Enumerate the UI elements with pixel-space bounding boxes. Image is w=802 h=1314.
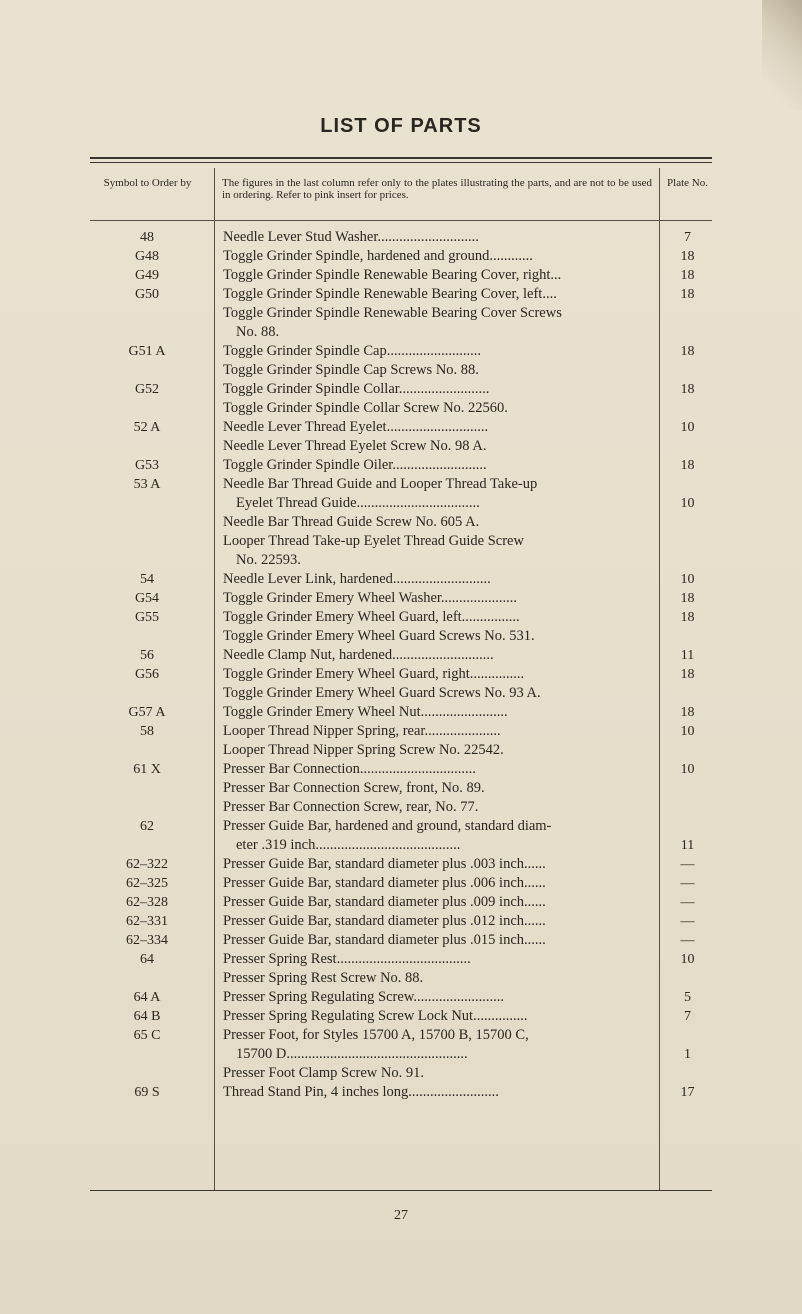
part-description: Presser Guide Bar, standard diameter plus .006 inch......	[223, 875, 546, 891]
part-symbol: 62–331	[126, 914, 168, 929]
part-description: Toggle Grinder Spindle Renewable Bearing Cover, left....	[223, 286, 557, 302]
part-symbol: 54	[140, 572, 154, 587]
part-symbol: 56	[140, 648, 154, 663]
plate-number: 18	[680, 287, 695, 302]
part-symbol: G51 A	[128, 344, 166, 359]
part-description: Toggle Grinder Spindle Renewable Bearing Cover Screws	[223, 305, 562, 321]
part-symbol: 52 A	[133, 420, 161, 435]
part-symbol: 61 X	[133, 762, 161, 777]
part-description: Toggle Grinder Spindle Cap Screws No. 88.	[223, 362, 479, 378]
plate-number: 1	[684, 1047, 691, 1062]
part-description: Presser Guide Bar, standard diameter plus .015 inch......	[223, 932, 546, 948]
part-description-continued: No. 88.	[236, 324, 280, 340]
part-description: Needle Clamp Nut, hardened............................	[223, 647, 494, 663]
plate-number: —	[680, 876, 695, 891]
part-description: Presser Foot, for Styles 15700 A, 15700 B, 15700 C,	[223, 1027, 529, 1043]
page-title: LIST OF PARTS	[320, 115, 482, 137]
plate-number: 5	[684, 990, 691, 1005]
plate-number: —	[680, 857, 695, 872]
plate-column-header: Plate No.	[667, 177, 708, 189]
plate-number: —	[680, 933, 695, 948]
part-description: Needle Bar Thread Guide and Looper Thread Take-up	[223, 476, 538, 492]
plate-number: 18	[680, 610, 695, 625]
part-description: Looper Thread Take-up Eyelet Thread Guide Screw	[223, 533, 524, 549]
part-symbol: G57 A	[128, 705, 166, 720]
part-symbol: 62	[140, 819, 154, 834]
part-description: Toggle Grinder Spindle Cap..........................	[223, 343, 481, 359]
part-description: Toggle Grinder Emery Wheel Guard, right...............	[223, 666, 525, 682]
part-description: Presser Guide Bar, standard diameter plus .003 inch......	[223, 856, 546, 872]
header-rule-thick	[90, 157, 712, 159]
plate-number: 18	[680, 249, 695, 264]
part-description: Presser Spring Rest Screw No. 88.	[223, 970, 424, 986]
part-symbol: G52	[134, 382, 160, 397]
part-symbol: 62–334	[126, 933, 168, 948]
part-symbol: 65 C	[133, 1028, 161, 1043]
plate-number: 18	[680, 382, 695, 397]
part-description: Needle Lever Link, hardened...........................	[223, 571, 491, 587]
plate-number: —	[680, 895, 695, 910]
part-description: Toggle Grinder Emery Wheel Guard Screws No. 93 A.	[223, 685, 541, 701]
part-symbol: 64 B	[133, 1009, 161, 1024]
part-symbol: 62–322	[126, 857, 168, 872]
part-description: Needle Bar Thread Guide Screw No. 605 A.	[223, 514, 480, 530]
part-symbol: 62–328	[126, 895, 168, 910]
part-description: Presser Spring Rest.....................................	[223, 951, 471, 967]
part-description: Presser Spring Regulating Screw.........................	[223, 989, 504, 1005]
part-description: Presser Bar Connection Screw, rear, No. 77.	[223, 799, 479, 815]
plate-number: 10	[680, 496, 695, 511]
plate-number: 18	[680, 458, 695, 473]
part-description: Toggle Grinder Spindle, hardened and ground............	[223, 248, 533, 264]
part-description-continued: eter .319 inch........................................	[236, 837, 461, 853]
part-description-continued: No. 22593.	[236, 552, 301, 568]
part-description-continued: 15700 D..................................................	[236, 1046, 468, 1062]
plate-number: 18	[680, 591, 695, 606]
part-description: Toggle Grinder Emery Wheel Guard, left................	[223, 609, 520, 625]
plate-number: 10	[680, 724, 695, 739]
part-description: Toggle Grinder Emery Wheel Washer.....................	[223, 590, 518, 606]
part-description: Toggle Grinder Spindle Collar.........................	[223, 381, 490, 397]
plate-number: 7	[684, 230, 691, 245]
part-description: Presser Guide Bar, standard diameter plus .012 inch......	[223, 913, 546, 929]
plate-number: 18	[680, 667, 695, 682]
part-description: Needle Lever Thread Eyelet............................	[223, 419, 489, 435]
page-number: 27	[394, 1208, 408, 1223]
part-description: Toggle Grinder Spindle Oiler..........................	[223, 457, 487, 473]
plate-number: 7	[684, 1009, 691, 1024]
part-symbol: 62–325	[126, 876, 168, 891]
plate-number: 10	[680, 952, 695, 967]
column-header-divider	[90, 220, 712, 221]
part-description: Presser Guide Bar, standard diameter plus .009 inch......	[223, 894, 546, 910]
part-description: Presser Bar Connection Screw, front, No. 89.	[223, 780, 485, 796]
part-symbol: G54	[134, 591, 160, 606]
part-symbol: G50	[134, 287, 160, 302]
part-description: Looper Thread Nipper Spring Screw No. 22542.	[223, 742, 504, 758]
part-symbol: 64	[140, 952, 154, 967]
part-description: Presser Spring Regulating Screw Lock Nut...............	[223, 1008, 528, 1024]
part-symbol: G49	[134, 268, 160, 283]
part-symbol: 53 A	[133, 477, 161, 492]
plate-number: 10	[680, 762, 695, 777]
part-description: Toggle Grinder Emery Wheel Nut........................	[223, 704, 508, 720]
plate-number: 10	[680, 572, 695, 587]
symbol-column-header: Symbol to Order by	[103, 177, 192, 189]
plate-number: 10	[680, 420, 695, 435]
part-description: Presser Bar Connection................................	[223, 761, 476, 777]
column-divider-right	[659, 168, 660, 1190]
page-curl-shadow	[762, 0, 802, 110]
footer-rule	[90, 1190, 712, 1191]
part-symbol: G55	[134, 610, 160, 625]
part-description: Presser Foot Clamp Screw No. 91.	[223, 1065, 424, 1081]
header-rule-thin	[90, 162, 712, 163]
part-symbol: 64 A	[133, 990, 161, 1005]
part-description: Presser Guide Bar, hardened and ground, standard diam-	[223, 818, 552, 834]
part-symbol: G56	[134, 667, 160, 682]
plate-number: 11	[680, 838, 695, 853]
part-symbol: G53	[134, 458, 160, 473]
description-column-note: The figures in the last column refer only to the plates illustrating the parts, and are not to be used in ordering. Refer to pink insert for prices.	[222, 177, 652, 201]
part-description: Needle Lever Stud Washer............................	[223, 229, 479, 245]
plate-number: —	[680, 914, 695, 929]
part-description: Looper Thread Nipper Spring, rear.....................	[223, 723, 501, 739]
plate-number: 17	[680, 1085, 695, 1100]
plate-number: 18	[680, 344, 695, 359]
part-symbol: 69 S	[134, 1085, 160, 1100]
part-description: Thread Stand Pin, 4 inches long.........................	[223, 1084, 499, 1100]
part-description: Needle Lever Thread Eyelet Screw No. 98 A.	[223, 438, 487, 454]
plate-number: 11	[680, 648, 695, 663]
plate-number: 18	[680, 268, 695, 283]
part-description: Toggle Grinder Emery Wheel Guard Screws No. 531.	[223, 628, 535, 644]
part-description: Toggle Grinder Spindle Collar Screw No. 22560.	[223, 400, 508, 416]
column-divider-left	[214, 168, 215, 1190]
part-description-continued: Eyelet Thread Guide..................................	[236, 495, 480, 511]
plate-number: 18	[680, 705, 695, 720]
part-description: Toggle Grinder Spindle Renewable Bearing Cover, right...	[223, 267, 562, 283]
part-symbol: G48	[134, 249, 160, 264]
part-symbol: 58	[140, 724, 154, 739]
part-symbol: 48	[140, 230, 154, 245]
